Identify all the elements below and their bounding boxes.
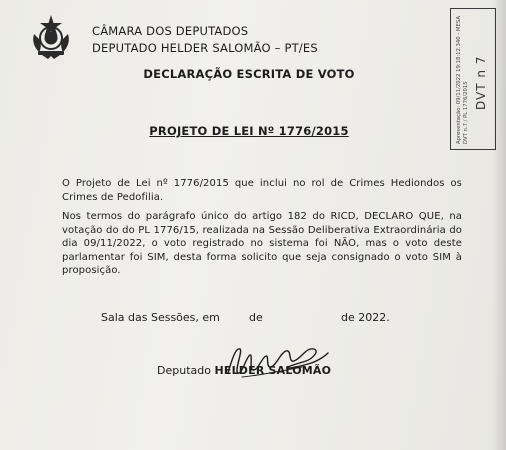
paragraph-vote-declaration: Nos termos do parágrafo único do artigo 182 do RICD, DECLARO QUE, na votação do do PL 1776/15, realizada na Sessão Deliberativa Extraordinária do dia 09/11/2022, o voto registrado no sistema foi NÃO, mas o voto deste parlamentar foi SIM, desta forma solicito que seja consignado o voto SIM à proposição. [62, 211, 462, 276]
protocol-stamp-code: DVT n 7 [474, 55, 488, 110]
coat-of-arms-brazil-icon [28, 14, 74, 60]
header-chamber-name: CÂMARA DOS DEPUTADOS [92, 24, 249, 38]
place-date-year: de 2022. [341, 311, 390, 324]
header-deputy-name: DEPUTADO HELDER SALOMÃO – PT/ES [92, 41, 318, 55]
place-date-de: de [249, 311, 263, 324]
stamp-line-2: DVT n.7 / PL 1776/2015 [463, 81, 469, 144]
stamp-line-1: Apresentação: 09/11/2022 19:18:12.340 - MESA [456, 16, 462, 144]
place-date-label: Sala das Sessões, em [101, 311, 220, 324]
signer-prefix: Deputado [157, 364, 211, 377]
document-subtitle: PROJETO DE LEI Nº 1776/2015 [149, 124, 349, 138]
paragraph-bill-description: O Projeto de Lei nº 1776/2015 que inclui no rol de Crimes Hediondos os Crimes de Pedofilia. [62, 178, 462, 203]
signer-line [157, 364, 331, 377]
document-title: DECLARAÇÃO ESCRITA DE VOTO [143, 67, 355, 81]
protocol-stamp-text [456, 0, 470, 144]
page-edge-shadow [492, 0, 506, 450]
signer-name: HELDER SALOMÃO [214, 364, 332, 377]
